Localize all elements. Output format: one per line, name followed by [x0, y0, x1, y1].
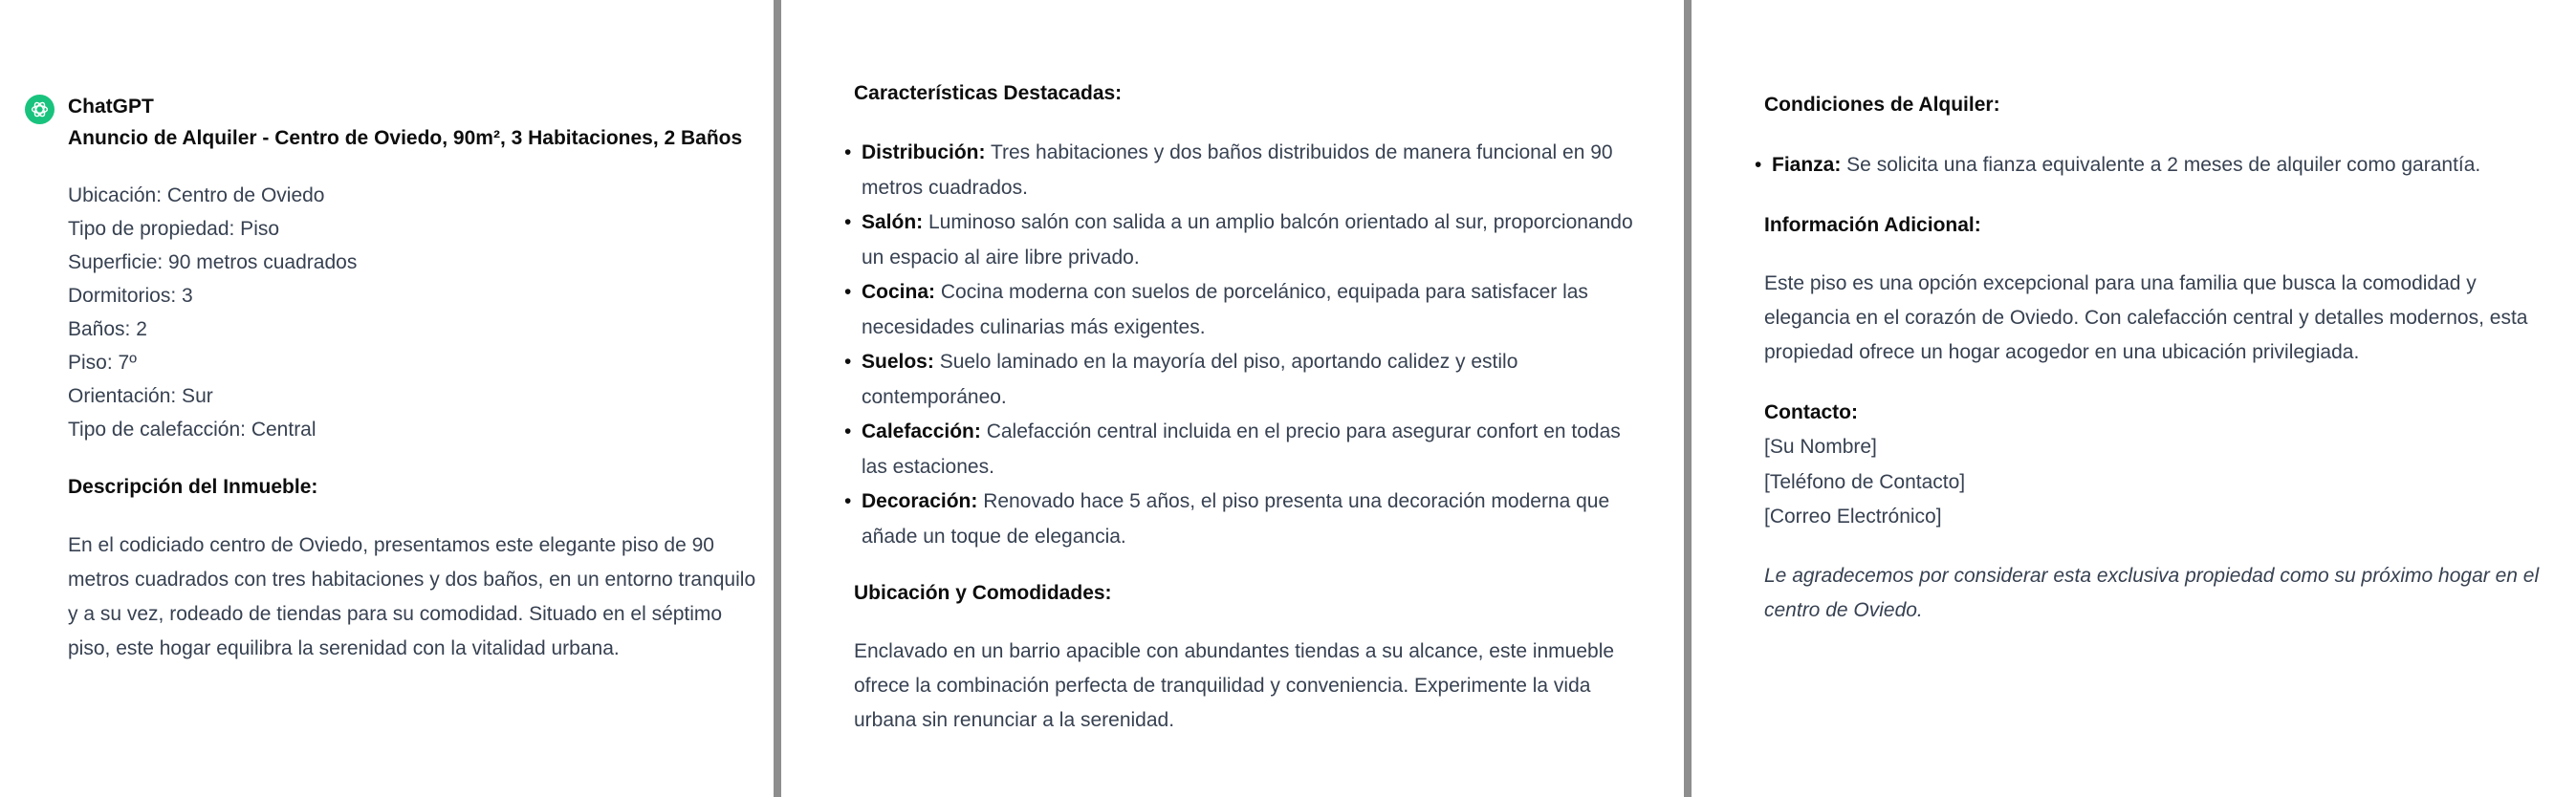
- contact-phone: [Teléfono de Contacto]: [1764, 470, 1966, 493]
- property-details: [68, 179, 756, 446]
- detail-line: Tipo de calefacción: Central: [68, 419, 317, 441]
- message-author: ChatGPT: [68, 96, 154, 118]
- condition-text: Se solicita una fianza equivalente a 2 meses de alquiler como garantía.: [1841, 154, 2481, 176]
- feature-label: Decoración:: [862, 490, 978, 512]
- bullet-dot-icon: •: [844, 420, 852, 442]
- list-item: [844, 485, 1638, 554]
- closing-note: Le agradecemos por considerar esta exclusiva propiedad como su próximo hogar en el centro de Oviedo.: [1764, 565, 2540, 621]
- location-paragraph: Enclavado en un barrio apacible con abundantes tiendas a su alcance, este inmueble ofrece la combinación perfecta de tranquilidad y conveniencia. Experimente la vida urbana sin renunciar a la serenidad.: [854, 640, 1615, 731]
- listing-title: Anuncio de Alquiler - Centro de Oviedo, 90m², 3 Habitaciones, 2 Baños: [68, 127, 743, 149]
- feature-label: Suelos:: [862, 351, 934, 373]
- list-item: [844, 275, 1638, 345]
- detail-line: Orientación: Sur: [68, 385, 213, 407]
- panel-2: [781, 0, 1684, 797]
- list-item: [844, 415, 1638, 485]
- feature-text: Cocina moderna con suelos de porcelánico, equipada para satisfacer las necesidades culinarias más exigentes.: [862, 281, 1588, 338]
- bullet-dot-icon: •: [844, 281, 852, 303]
- contact-heading: Contacto:: [1764, 401, 1858, 423]
- feature-text: Suelo laminado en la mayoría del piso, aportando calidez y estilo contemporáneo.: [862, 351, 1518, 408]
- list-item: [844, 345, 1638, 415]
- feature-text: Luminoso salón con salida a un amplio balcón orientado al sur, proporcionando un espacio al aire libre privado.: [862, 211, 1633, 269]
- features-list: [844, 136, 1638, 554]
- bullet-dot-icon: •: [844, 141, 852, 163]
- feature-label: Calefacción:: [862, 420, 981, 442]
- feature-text: Tres habitaciones y dos baños distribuidos de manera funcional en 90 metros cuadrados.: [862, 141, 1613, 199]
- panel-divider: [774, 0, 781, 797]
- additional-heading: Información Adicional:: [1764, 214, 1981, 236]
- bullet-dot-icon: •: [1755, 154, 1762, 176]
- bullet-dot-icon: •: [844, 351, 852, 373]
- conditions-heading: Condiciones de Alquiler:: [1764, 94, 2000, 116]
- detail-line: Baños: 2: [68, 318, 147, 340]
- contact-email: [Correo Electrónico]: [1764, 506, 1942, 528]
- description-heading: Descripción del Inmueble:: [68, 476, 318, 498]
- panel-divider: [1684, 0, 1692, 797]
- feature-text: Calefacción central incluida en el precio para asegurar confort en todas las estaciones.: [862, 420, 1621, 478]
- detail-line: Ubicación: Centro de Oviedo: [68, 184, 325, 206]
- condition-label: Fianza:: [1772, 154, 1842, 176]
- list-item: [844, 205, 1638, 275]
- contact-block: [1764, 430, 1965, 535]
- description-paragraph: En el codiciado centro de Oviedo, presentamos este elegante piso de 90 metros cuadrados con tres habitaciones y dos baños, en un entorno tranquilo y a su vez, rodeado de tiendas para su comodidad. Situado en el séptimo piso, este hogar equilibra la serenidad con la vitalidad urbana.: [68, 534, 756, 659]
- features-heading: Características Destacadas:: [854, 82, 1123, 104]
- detail-line: Dormitorios: 3: [68, 285, 193, 307]
- panel-3: [1692, 0, 2576, 797]
- bullet-dot-icon: •: [844, 490, 852, 512]
- location-heading: Ubicación y Comodidades:: [854, 582, 1112, 604]
- detail-line: Tipo de propiedad: Piso: [68, 218, 280, 240]
- list-item: [1755, 148, 2548, 183]
- openai-logo-icon: [30, 99, 50, 119]
- feature-label: Distribución:: [862, 141, 986, 163]
- panel-1: [0, 0, 774, 797]
- feature-label: Salón:: [862, 211, 924, 233]
- bullet-dot-icon: •: [844, 211, 852, 233]
- additional-paragraph: Este piso es una opción excepcional para una familia que busca la comodidad y elegancia en el corazón de Oviedo. Con calefacción central y detalles modernos, esta propiedad ofrece un hogar acogedor en una ubicación privilegiada.: [1764, 272, 2528, 363]
- detail-line: Piso: 7º: [68, 352, 137, 374]
- feature-label: Cocina:: [862, 281, 936, 303]
- conditions-list: [1755, 148, 2548, 183]
- detail-line: Superficie: 90 metros cuadrados: [68, 251, 358, 273]
- list-item: [844, 136, 1638, 205]
- contact-name: [Su Nombre]: [1764, 436, 1877, 458]
- feature-text: Renovado hace 5 años, el piso presenta una decoración moderna que añade un toque de elegancia.: [862, 490, 1610, 548]
- chatgpt-avatar: [25, 95, 55, 124]
